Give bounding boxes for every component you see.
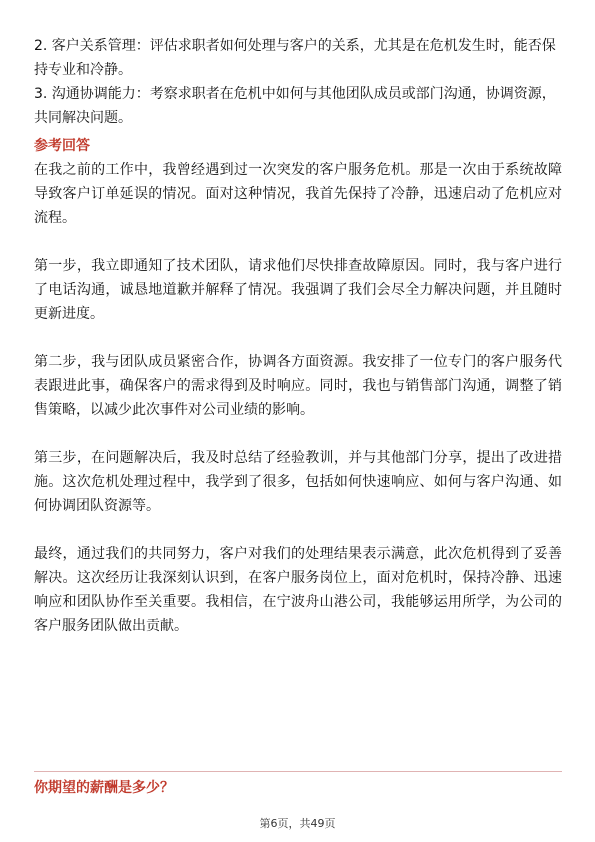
answer-paragraph-step1: 第一步，我立即通知了技术团队，请求他们尽快排查故障原因。同时，我与客户进行了电话沟通，诚恳地道歉并解释了情况。我强调了我们会尽全力解决问题，并且随时更新进度。: [34, 258, 562, 322]
answer-section-title: 参考回答: [34, 138, 90, 154]
section-divider: [34, 771, 562, 772]
paragraph-spacer: [34, 326, 562, 350]
answer-paragraph-conclusion: 最终，通过我们的共同努力，客户对我们的处理结果表示满意，此次危机得到了妥善解决。这次经历让我深刻认识到，在客户服务岗位上，面对危机时，保持冷静、迅速响应和团队协作至关重要。我相信，在宁波舟山港公司，我能够运用所学，为公司的客户服务团队做出贡献。: [34, 546, 562, 634]
paragraph-spacer: [34, 518, 562, 542]
answer-paragraph-step3: 第三步，在问题解决后，我及时总结了经验教训，并与其他部门分享，提出了改进措施。这次危机处理过程中，我学到了很多，包括如何快速响应、如何与客户沟通、如何协调团队资源等。: [34, 450, 562, 514]
list-item-communication: 3. 沟通协调能力：考察求职者在危机中如何与其他团队成员或部门沟通，协调资源，共同解决问题。: [34, 86, 556, 126]
next-question-title: 你期望的薪酬是多少？: [34, 780, 174, 796]
answer-paragraph-step2: 第二步，我与团队成员紧密合作，协调各方面资源。我安排了一位专门的客户服务代表跟进此事，确保客户的需求得到及时响应。同时，我也与销售部门沟通，调整了销售策略，以减少此次事件对公司业绩的影响。: [34, 354, 562, 418]
paragraph-spacer: [34, 230, 562, 254]
page-footer: 第6页，共49页: [259, 817, 336, 830]
answer-paragraph-intro: 在我之前的工作中，我曾经遇到过一次突发的客户服务危机。那是一次由于系统故障导致客户订单延误的情况。面对这种情况，我首先保持了冷静，迅速启动了危机应对流程。: [34, 162, 562, 226]
paragraph-spacer: [34, 422, 562, 446]
document-body: [34, 34, 562, 638]
list-item-customer-relations: 2. 客户关系管理：评估求职者如何处理与客户的关系，尤其是在危机发生时，能否保持专业和冷静。: [34, 38, 556, 78]
